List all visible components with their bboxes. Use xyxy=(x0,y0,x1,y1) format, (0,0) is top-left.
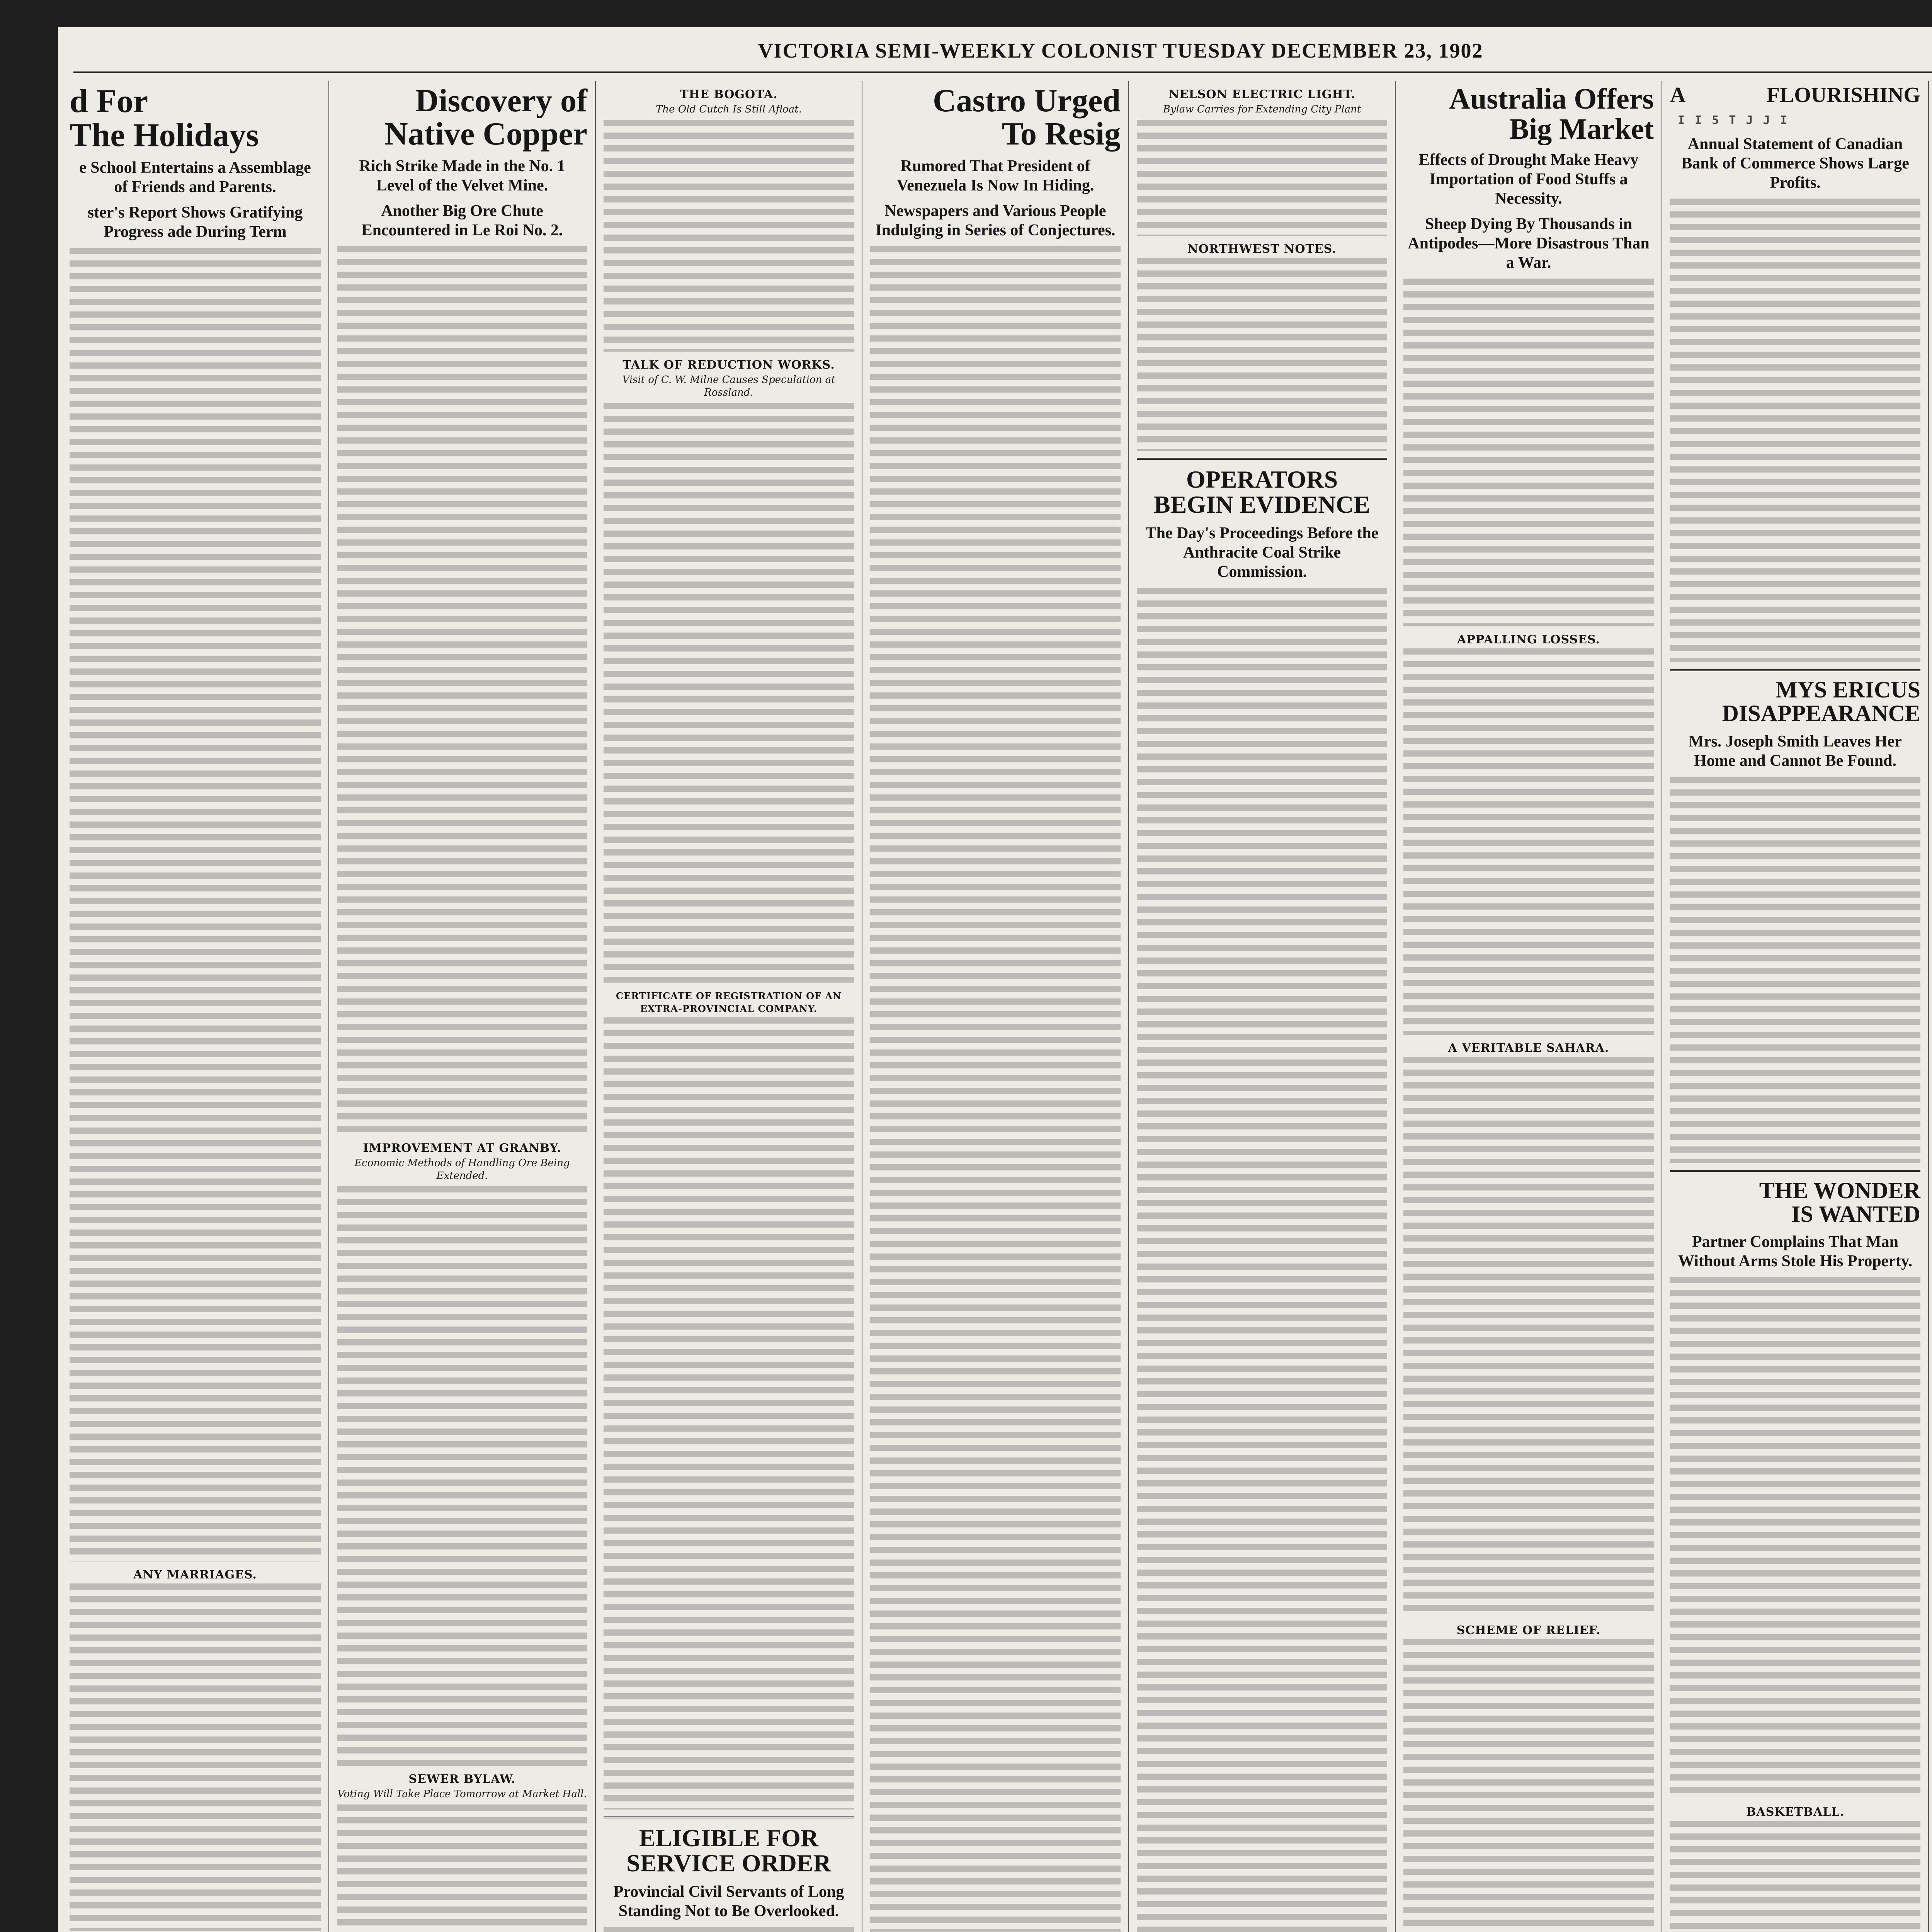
subhead-marriages: ANY MARRIAGES. xyxy=(133,1568,257,1582)
article-text xyxy=(1137,258,1387,451)
article-text xyxy=(1670,777,1920,1163)
masthead-rule xyxy=(73,71,1932,73)
headline-copper: Discovery of Native Copper xyxy=(384,83,587,152)
column-4 xyxy=(862,81,1128,1932)
article-text xyxy=(1137,588,1387,1932)
article-text xyxy=(1670,1277,1920,1799)
subhead-nelson: NELSON ELECTRIC LIGHT. xyxy=(1168,88,1355,101)
subhead-nelson-deck: Bylaw Carries for Extending City Plant xyxy=(1163,104,1361,115)
subhead-northwest: NORTHWEST NOTES. xyxy=(1187,242,1337,256)
article-text xyxy=(1137,120,1387,236)
headline-holidays: d For The Holidays xyxy=(70,82,259,153)
headline-service-order: ELIGIBLE FOR SERVICE ORDER xyxy=(626,1824,831,1877)
article-text xyxy=(1403,648,1654,1035)
column-2 xyxy=(328,81,595,1932)
headline-operators: OPERATORS BEGIN EVIDENCE xyxy=(1153,466,1371,519)
subhead-basketball: BASKETBALL. xyxy=(1746,1805,1844,1819)
deck-bank-commerce: Annual Statement of Canadian Bank of Commerce Shows Large Profits. xyxy=(1681,135,1909,192)
subhead-sewer-deck: Voting Will Take Place Tomorrow at Market Hall. xyxy=(337,1788,587,1800)
article-text xyxy=(1670,199,1920,662)
masthead: VICTORIA SEMI-WEEKLY COLONIST TUESDAY DECEMBER 23, 1902 xyxy=(758,39,1483,62)
deck-newspapers: Newspapers and Various People Indulging in Series of Conjectures. xyxy=(875,202,1116,240)
deck-drought: Effects of Drought Make Heavy Importation of Food Stuffs a Necessity. xyxy=(1418,151,1639,208)
deck-rich-strike: Rich Strike Made in the No. 1 Level of the Velvet Mine. xyxy=(359,157,565,195)
article-text xyxy=(1403,1057,1654,1617)
column-7 xyxy=(1662,81,1928,1932)
deck-school: e School Entertains a Assemblage of Friends and Parents. xyxy=(79,159,311,196)
article-text xyxy=(1403,279,1654,626)
separator xyxy=(604,1816,854,1818)
headline-flourishing-text: A FLOURISHING xyxy=(1670,83,1920,107)
subhead-losses: APPALLING LOSSES. xyxy=(1457,633,1600,647)
headline-castro: Castro Urged To Resig xyxy=(932,83,1121,152)
deck-smith: Mrs. Joseph Smith Leaves Her Home and Cannot Be Found. xyxy=(1689,732,1902,770)
column-5 xyxy=(1128,81,1395,1932)
deck-partner: Partner Complains That Man Without Arms Stole His Property. xyxy=(1678,1233,1913,1270)
article-text xyxy=(337,1804,587,1932)
subhead-bogota-deck: The Old Cutch Is Still Afloat. xyxy=(656,104,802,115)
column-1 xyxy=(58,81,328,1932)
subhead-sewer: SEWER BYLAW. xyxy=(408,1772,516,1786)
subhead-sahara: A VERITABLE SAHARA. xyxy=(1448,1041,1609,1055)
subhead-granby: IMPROVEMENT AT GRANBY. xyxy=(363,1141,561,1155)
stamp-mark: I I 5 T J J I xyxy=(1678,114,1789,128)
deck-sheep: Sheep Dying By Thousands in Antipodes—More Disastrous Than a War. xyxy=(1408,215,1650,272)
article-text xyxy=(337,1186,587,1766)
newspaper-page xyxy=(58,27,1932,1932)
subhead-bogota: THE BOGOTA. xyxy=(680,88,778,101)
headline-disappearance: MYS ERICUS DISAPPEARANCE xyxy=(1722,677,1920,726)
article-text xyxy=(337,246,587,1135)
column-8 xyxy=(1928,81,1932,1932)
article-text xyxy=(870,246,1121,1932)
headline-australia: Australia Offers Big Market xyxy=(1449,83,1654,145)
deck-master-report: ster's Report Shows Gratifying Progress ade During Term xyxy=(87,204,303,241)
subhead-certificate: CERTIFICATE OF REGISTRATION OF AN EXTRA-PROVINCIAL COMPANY. xyxy=(616,990,842,1014)
article-text xyxy=(604,403,854,983)
separator xyxy=(1670,1170,1920,1172)
article-text xyxy=(604,1927,854,1932)
deck-civil-servants: Provincial Civil Servants of Long Standing Not to Be Overlooked. xyxy=(613,1883,844,1920)
headline-wonder: THE WONDER IS WANTED xyxy=(1759,1177,1920,1227)
subhead-reduction-deck: Visit of C. W. Milne Causes Speculation at Rossland. xyxy=(622,374,835,398)
article-text xyxy=(1403,1639,1654,1932)
deck-president: Rumored That President of Venezuela Is Now In Hiding. xyxy=(896,157,1094,195)
article-text xyxy=(604,120,854,352)
deck-coal-strike: The Day's Proceedings Before the Anthracite Coal Strike Commission. xyxy=(1145,524,1379,581)
column-3 xyxy=(595,81,862,1932)
subhead-reduction-works: TALK OF REDUCTION WORKS. xyxy=(622,358,835,372)
headline-flourishing xyxy=(1670,84,1920,128)
separator xyxy=(1670,669,1920,671)
column-6 xyxy=(1395,81,1662,1932)
article-text xyxy=(70,248,321,1561)
article-text xyxy=(1670,1821,1920,1932)
separator xyxy=(1137,458,1387,460)
article-text xyxy=(604,1017,854,1810)
subhead-relief: SCHEME OF RELIEF. xyxy=(1456,1624,1601,1638)
article-text xyxy=(70,1583,321,1931)
subhead-granby-deck: Economic Methods of Handling Ore Being Extended. xyxy=(354,1157,570,1182)
deck-ore-chute: Another Big Ore Chute Encountered in Le Roi No. 2. xyxy=(361,202,563,240)
